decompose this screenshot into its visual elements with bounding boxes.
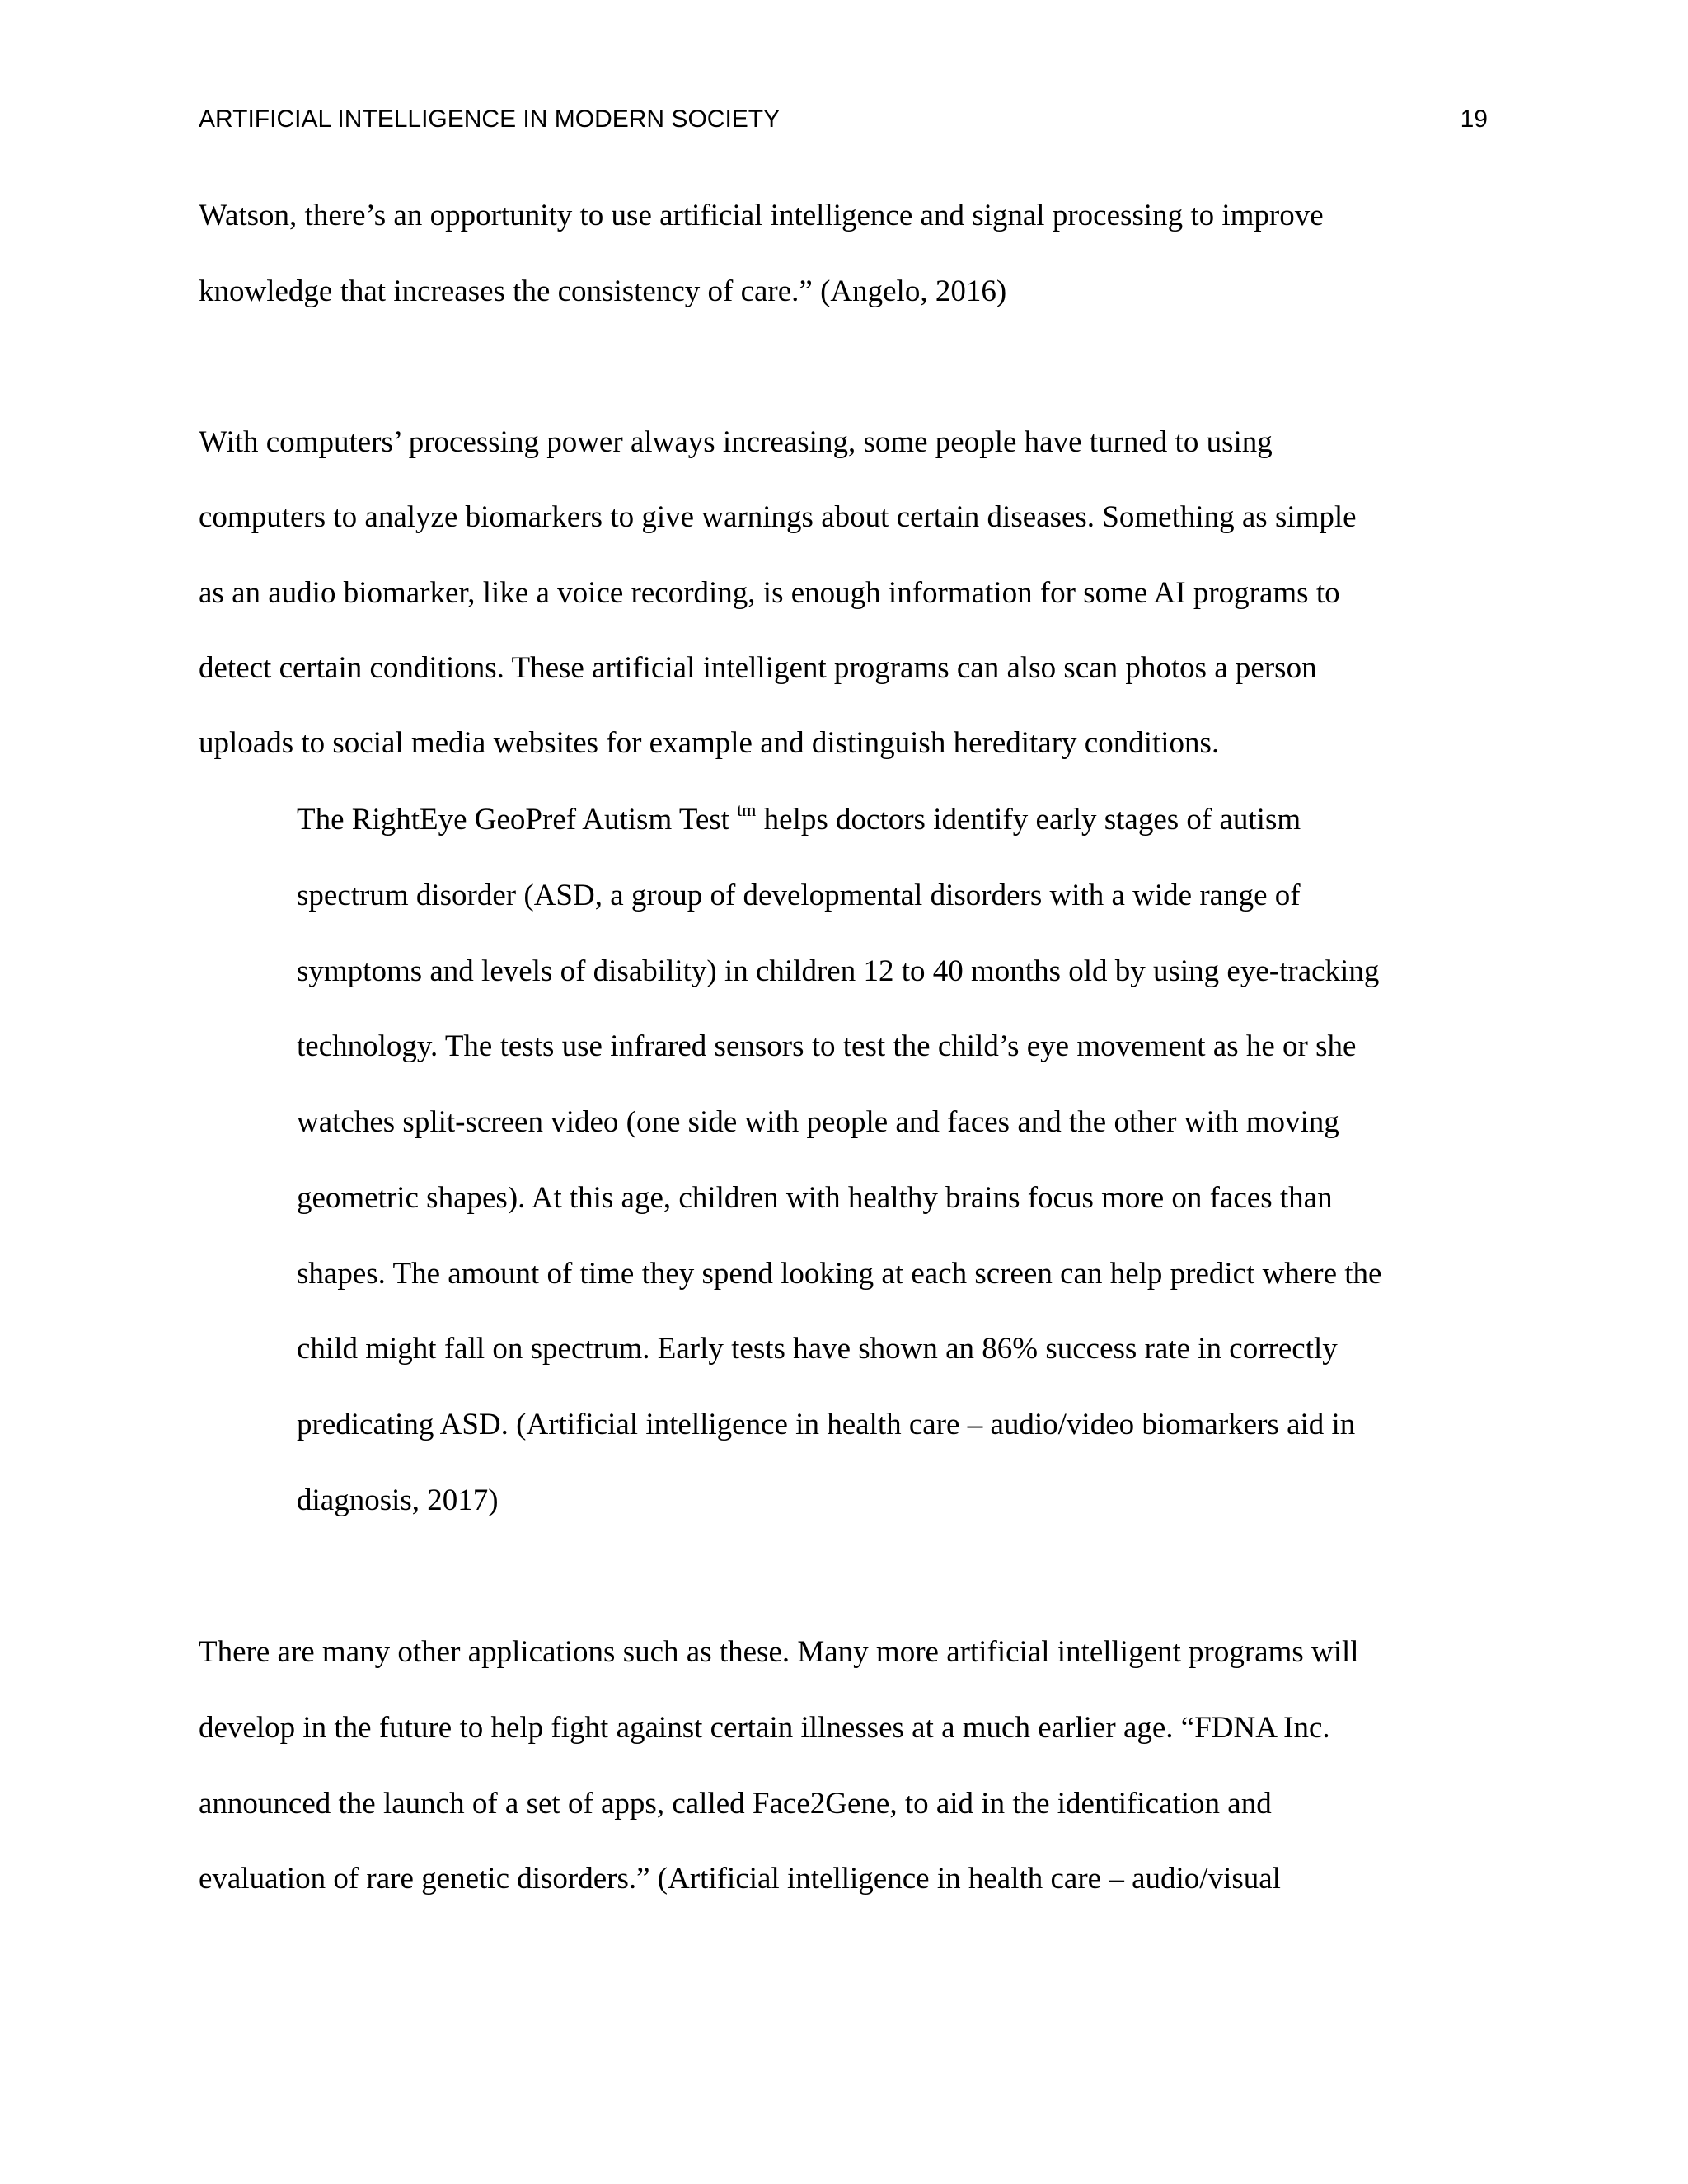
text-line: detect certain conditions. These artificial intelligent programs can also scan photos a person bbox=[199, 651, 1317, 685]
text-line: evaluation of rare genetic disorders.” (Artificial intelligence in health care – audio/visual bbox=[199, 1862, 1281, 1896]
trademark-superscript: tm bbox=[737, 799, 757, 820]
text-line: Watson, there’s an opportunity to use artificial intelligence and signal processing to improve bbox=[199, 199, 1324, 232]
running-head-title: ARTIFICIAL INTELLIGENCE IN MODERN SOCIETY bbox=[199, 105, 781, 133]
text-line: spectrum disorder (ASD, a group of developmental disorders with a wide range of bbox=[297, 879, 1301, 912]
page-number: 19 bbox=[1460, 105, 1488, 133]
text-line: shapes. The amount of time they spend looking at each screen can help predict where the bbox=[297, 1257, 1382, 1291]
running-head bbox=[199, 101, 1488, 138]
text-line: uploads to social media websites for example and distinguish hereditary conditions. bbox=[199, 726, 1220, 760]
text-line: child might fall on spectrum. Early tests have shown an 86% success rate in correctly bbox=[297, 1332, 1338, 1366]
text-line: announced the launch of a set of apps, called Face2Gene, to aid in the identification and bbox=[199, 1787, 1272, 1821]
text-line: as an audio biomarker, like a voice recording, is enough information for some AI programs to bbox=[199, 576, 1340, 610]
text-line: predicating ASD. (Artificial intelligence in health care – audio/video biomarkers aid in bbox=[297, 1408, 1356, 1441]
text-line bbox=[297, 799, 1301, 841]
text-line: knowledge that increases the consistency of care.” (Angelo, 2016) bbox=[199, 274, 1007, 308]
text-line: There are many other applications such as these. Many more artificial intelligent programs will bbox=[199, 1635, 1359, 1669]
text-line: watches split-screen video (one side with people and faces and the other with moving bbox=[297, 1105, 1339, 1139]
text-line: With computers’ processing power always increasing, some people have turned to using bbox=[199, 425, 1273, 459]
quote-first-line-end: helps doctors identify early stages of autism bbox=[756, 803, 1301, 837]
text-line: symptoms and levels of disability) in children 12 to 40 months old by using eye-tracking bbox=[297, 954, 1380, 988]
quote-first-line-start: The RightEye GeoPref Autism Test bbox=[297, 803, 738, 837]
text-line: geometric shapes). At this age, children with healthy brains focus more on faces than bbox=[297, 1181, 1333, 1215]
text-line: computers to analyze biomarkers to give warnings about certain diseases. Something as simple bbox=[199, 500, 1357, 534]
text-line: develop in the future to help fight against certain illnesses at a much earlier age. “FDNA Inc. bbox=[199, 1711, 1330, 1745]
text-line: technology. The tests use infrared sensors to test the child’s eye movement as he or she bbox=[297, 1029, 1357, 1063]
text-line: diagnosis, 2017) bbox=[297, 1483, 499, 1517]
